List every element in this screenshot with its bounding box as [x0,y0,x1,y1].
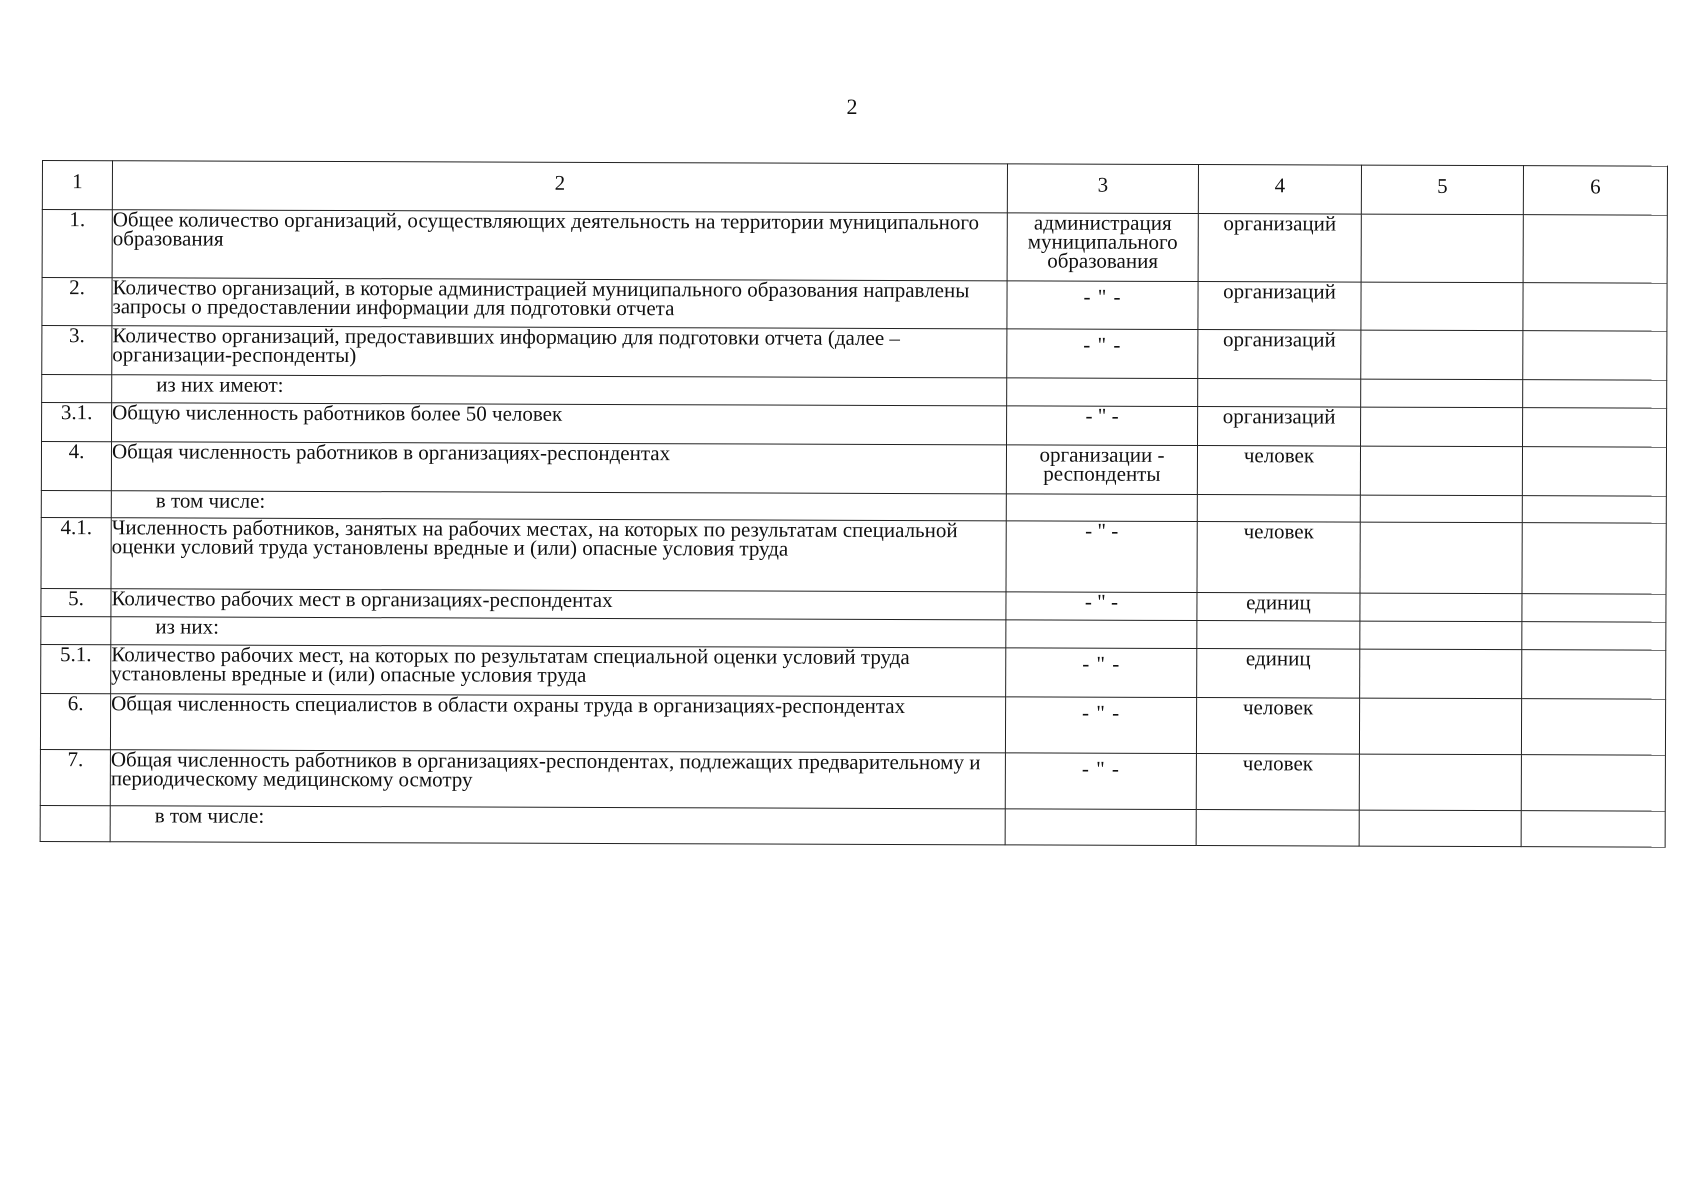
table-row [40,805,1665,847]
value-cell-5 [1360,621,1522,650]
row-number: 3.1. [42,403,112,442]
ditto-mark: - " - [1082,700,1121,725]
unit-cell: организаций [1198,214,1361,283]
unit-cell: организаций [1198,407,1361,447]
value-cell-5 [1361,214,1523,283]
value-cell-6 [1521,699,1665,756]
source-cell: - " - [1006,521,1197,593]
source-cell [1006,620,1197,649]
value-cell-6 [1522,496,1666,524]
subheading-text: из них: [111,617,1006,648]
row-number [40,805,110,841]
unit-cell: человек [1196,698,1359,755]
unit-cell: организаций [1198,330,1361,380]
source-cell: организации - респонденты [1006,445,1197,495]
value-cell-5 [1360,593,1522,622]
row-number: 5. [41,588,111,616]
value-cell-6 [1522,594,1666,623]
table-row [40,693,1665,755]
source-cell [1005,809,1196,846]
value-cell-5 [1360,495,1522,523]
indicator-text: Общая численность работников в организациях-респондентах [111,442,1006,494]
unit-cell: человек [1197,522,1360,594]
column-header-5: 5 [1361,165,1523,215]
value-cell-5 [1359,810,1521,847]
value-cell-5 [1360,446,1522,496]
value-cell-6 [1522,523,1666,595]
row-number: 6. [40,693,110,749]
unit-cell: единиц [1197,593,1360,622]
subheading-text: в том числе: [111,491,1006,521]
row-number [41,616,111,644]
subheading-text: в том числе: [110,806,1005,845]
row-number: 7. [40,749,110,805]
row-number [41,490,111,517]
unit-cell: организаций [1198,282,1361,331]
ditto-mark: - " - [1083,284,1122,309]
column-header-1: 1 [42,161,112,210]
source-cell [1005,697,1196,754]
indicator-text: Общая численность работников в организациях-респондентах, подлежащих предварительному и периодическому медицинскому осмотру [110,750,1005,809]
indicator-text: Количество рабочих мест, на которых по результатам специальной оценки условий труда установлены вредные и (или) опасные условия труда [111,645,1006,697]
ditto-mark: - " - [1081,756,1120,781]
indicator-text: Количество организаций, в которые администрацией муниципального образования направлены запросы о предоставлении информации для подготовки отчета [112,278,1007,329]
source-cell: - " - [1007,406,1198,446]
table-row [41,517,1666,594]
value-cell-6 [1523,380,1667,409]
ditto-mark: - " - [1082,651,1121,676]
indicator-text: Количество рабочих мест в организациях-респондентах [111,589,1006,620]
value-cell-6 [1522,447,1666,497]
ditto-mark: - " - [1083,332,1122,357]
column-header-2: 2 [112,161,1007,213]
value-cell-5 [1359,754,1521,811]
value-cell-5 [1361,407,1523,447]
table-row [41,442,1666,497]
unit-cell: человек [1196,754,1359,811]
subheading-text: из них имеют: [112,375,1007,406]
unit-cell [1198,379,1361,408]
row-number [42,375,112,403]
source-cell: - " - [1006,592,1197,621]
unit-cell [1197,495,1360,523]
indicator-text: Численность работников, занятых на рабочих местах, на которых по результатам специальной оценки условий труда установлены вредные и (или) опасные условия труда [111,518,1006,592]
value-cell-6 [1523,215,1667,284]
value-cell-6 [1523,408,1667,448]
indicator-text: Общая численность специалистов в области охраны труда в организациях-респондентах [110,694,1005,753]
value-cell-6 [1522,650,1666,700]
value-cell-5 [1361,330,1523,380]
value-cell-5 [1361,282,1523,331]
indicator-text: Количество организаций, предоставивших информацию для подготовки отчета (далее – организации-респонденты) [112,326,1007,378]
unit-cell [1196,810,1359,847]
indicator-text: Общее количество организаций, осуществляющих деятельность на территории муниципального образования [112,210,1007,281]
unit-cell [1197,621,1360,650]
source-cell [1005,753,1196,810]
table-row [40,749,1665,811]
indicator-text: Общую численность работников более 50 человек [112,403,1007,445]
value-cell-6 [1523,331,1667,381]
value-cell-6 [1523,283,1667,332]
row-number: 1. [42,210,112,278]
table-row [42,210,1667,284]
table-row [42,326,1667,381]
value-cell-5 [1359,698,1521,755]
value-cell-6 [1522,622,1666,651]
value-cell-6 [1521,755,1665,812]
unit-cell: единиц [1197,649,1360,699]
column-header-3: 3 [1007,164,1198,214]
row-number: 5.1. [41,644,111,693]
page-number: 2 [846,94,858,119]
unit-cell: человек [1197,446,1360,496]
value-cell-6 [1521,811,1665,848]
source-cell [1006,494,1197,522]
column-header-4: 4 [1198,165,1361,215]
source-cell [1007,329,1198,379]
row-number: 4.1. [41,517,111,588]
value-cell-5 [1360,649,1522,699]
source-cell [1007,378,1198,407]
value-cell-5 [1361,379,1523,408]
row-number: 2. [42,278,112,326]
value-cell-5 [1360,522,1522,594]
report-table [40,160,1668,848]
row-number: 3. [42,326,112,375]
row-number: 4. [41,442,111,491]
source-cell: администрация муниципального образования [1007,213,1198,282]
source-cell [1007,281,1198,330]
source-cell [1006,648,1197,698]
column-header-6: 6 [1523,166,1667,216]
